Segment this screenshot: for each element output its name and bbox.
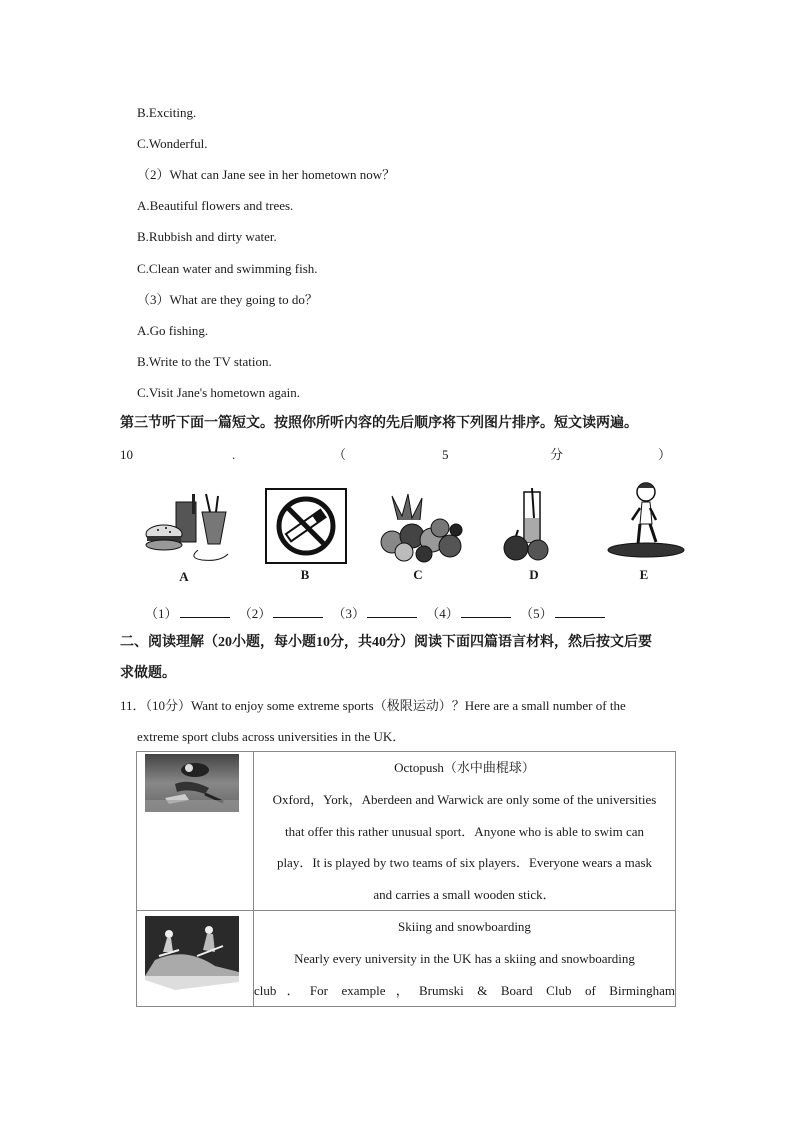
picture-label: D [529,567,539,582]
club-description [254,752,676,911]
club-text-line: club．For example，Brumski & Board Club of Birmingham [254,982,675,998]
club-text-line: Nearly every university in the UK has a skiing and snowboarding [294,951,635,966]
club-title: Skiing and snowboarding [398,919,531,934]
answer-blanks [145,603,611,622]
fruit-and-glass-icon [494,488,564,564]
question-text: 11．（10分）Want to enjoy some extreme sports（极限运动）？Here are a small number of the [120,698,626,713]
picture-label: E [639,567,649,582]
question-text: （3）What are they going to do？ [137,292,318,307]
table-image-cell [137,752,254,911]
section-heading: 第三节听下面一篇短文。按照你所听内容的先后顺序将下列图片排序。短文读两遍。 [120,416,638,431]
option-text: A.Go fishing. [137,323,209,338]
fruits-vegetables-icon [378,490,464,564]
answer-blank-5[interactable] [555,605,605,618]
table-row [137,752,676,911]
answer-slot-label: （2） [238,606,272,621]
answer-slot-label: （4） [426,606,459,621]
answer-blank-3[interactable] [367,605,417,618]
q10-score: 5 [442,447,449,462]
answer-blank-2[interactable] [273,605,323,618]
picture-label: C [413,567,423,582]
option-text: A.Beautiful flowers and trees. [137,198,294,213]
skiing-photo [145,916,239,990]
table-image-cell [137,911,254,1007]
answer-slot-label: （1） [145,606,178,621]
clubs-table [136,751,676,1007]
q10-rparen: ） [658,447,672,462]
club-text-line: play．It is played by two teams of six players．Everyone wears a mask [276,855,653,870]
question-text: （2）What can Jane see in her hometown now？ [137,167,396,182]
answer-blank-1[interactable] [180,605,230,618]
club-text-line: that offer this rather unusual sport．Anyone who is able to swim can [285,823,644,839]
q10-unit: 分 [550,447,564,462]
option-text: B.Rubbish and dirty water. [137,229,277,244]
exercising-person-icon [604,478,686,564]
option-text: B.Write to the TV station. [137,354,272,369]
club-text-line: Oxford，York，Aberdeen and Warwick are only some of the universities [272,792,657,807]
club-text-line: and carries a small wooden stick． [373,886,556,902]
answer-slot-label: （3） [332,606,366,621]
club-title: Octopush（水中曲棍球） [394,760,535,775]
q10-number: 10 [120,447,133,462]
table-row [137,911,676,1007]
q10-lparen: （ [333,447,347,462]
answer-blank-4[interactable] [461,605,511,618]
part-heading: 求做题。 [120,666,176,681]
q10-dot: . [232,447,236,462]
part-heading: 二、阅读理解（20小题，每小题10分，共40分）阅读下面四篇语言材料，然后按文后要 [120,635,652,650]
option-text: C.Wonderful. [137,136,208,151]
no-smoking-icon [265,488,347,564]
fast-food-icon [140,488,236,566]
option-text: C.Visit Jane's hometown again. [137,385,300,400]
answer-slot-label: （5） [520,606,553,621]
underwater-hockey-photo [145,754,239,812]
picture-label: B [300,567,310,582]
club-description [254,911,676,1007]
picture-label: A [179,569,189,584]
question-text: extreme sport clubs across universities in the UK． [137,729,406,744]
option-text: B.Exciting. [137,105,197,120]
option-text: C.Clean water and swimming fish. [137,261,318,276]
